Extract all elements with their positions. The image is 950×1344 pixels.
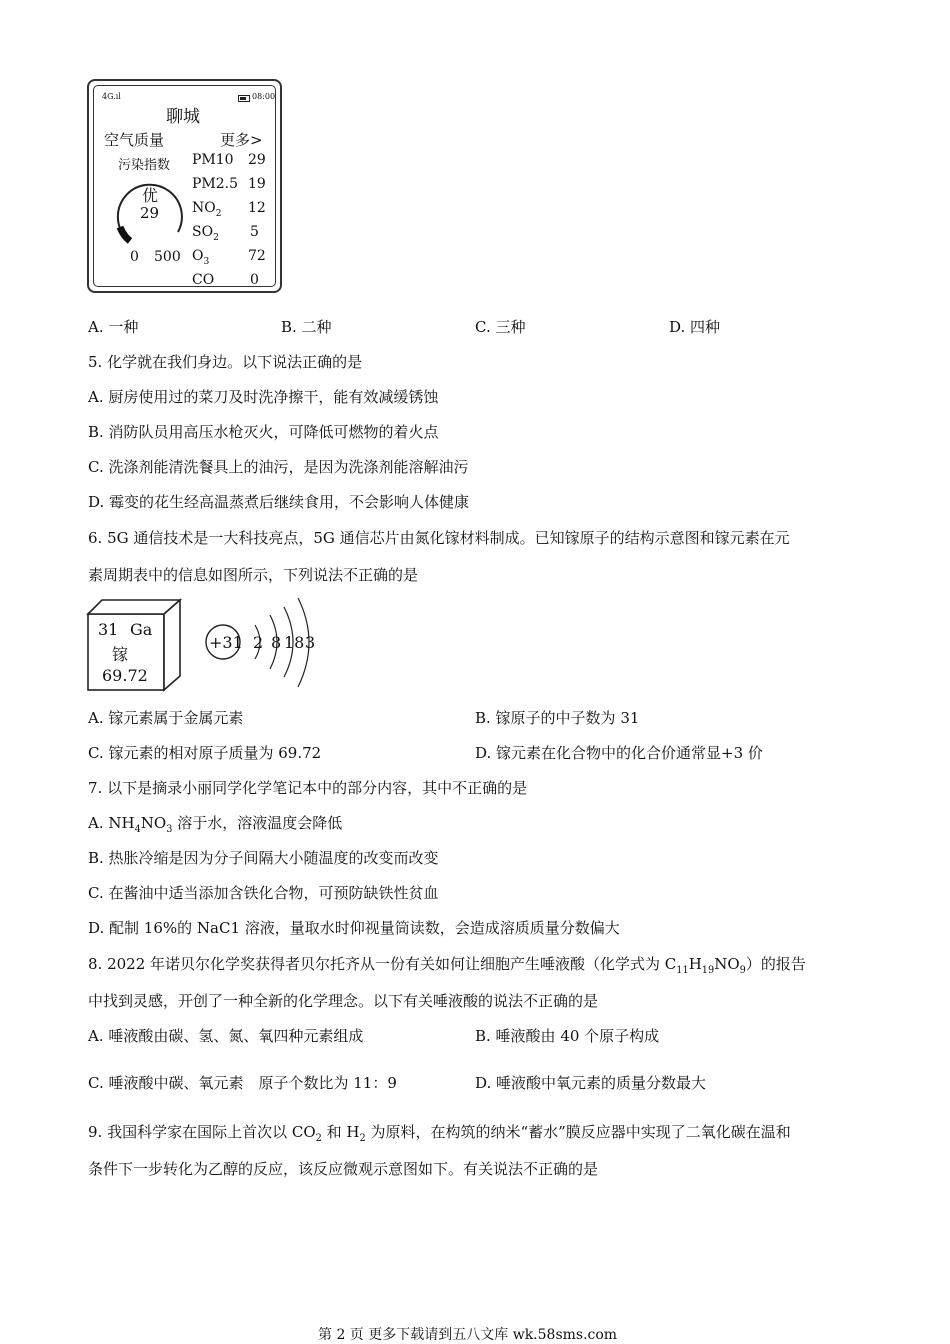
q5-option-d: D. 霉变的花生经高温蒸煮后继续食用，不会影响人体健康 bbox=[88, 493, 470, 511]
page-footer: 第 2 页 更多下载请到五八文库 wk.58sms.com bbox=[318, 1327, 618, 1343]
more-link: 更多> bbox=[220, 131, 263, 149]
q9-stem-line1: 9. 我国科学家在国际上首次以 $CO_2$ 和 $H_2$ 为原料，在构筑的纳米“蓄水”膜反应器中实现了二氧化碳在温和 bbox=[88, 1123, 791, 1144]
shell-electrons: 8 bbox=[271, 633, 282, 652]
q6-option-c: C. 镓元素的相对原子质量为 69.72 bbox=[88, 744, 322, 762]
q5-stem: 5. 化学就在我们身边。以下说法正确的是 bbox=[88, 353, 363, 371]
q8-stem-line2: 中找到灵感，开创了一种全新的化学理念。以下有关唾液酸的说法不正确的是 bbox=[88, 992, 599, 1010]
q8-option-b: B. 唾液酸由 40 个原子构成 bbox=[475, 1027, 660, 1045]
quality-grade: 优 bbox=[142, 186, 159, 205]
pollutant-name: $SO_2$ bbox=[192, 224, 219, 243]
q7-option-d: D. 配制 16%的 NaC1 溶液，量取水时仰视量筒读数，会造成溶质质量分数偏大 bbox=[88, 919, 620, 937]
q5-option-c: C. 洗涤剂能清洗餐具上的油污，是因为洗涤剂能溶解油污 bbox=[88, 458, 469, 476]
phone-screen bbox=[93, 85, 276, 287]
air-quality-phone-figure bbox=[87, 79, 282, 293]
q4-option-a: A. 一种 bbox=[88, 318, 139, 336]
gauge-min: 0 bbox=[130, 249, 139, 265]
pollutant-value: 12 bbox=[248, 200, 266, 216]
city-name: 聊城 bbox=[166, 107, 200, 127]
shell-electrons: 3 bbox=[305, 633, 316, 652]
q7-option-c: C. 在酱油中适当添加含铁化合物，可预防缺铁性贫血 bbox=[88, 884, 439, 902]
q8-option-d: D. 唾液酸中氧元素的质量分数最大 bbox=[475, 1074, 707, 1092]
air-quality-label: 空气质量 bbox=[104, 131, 165, 149]
q8-option-c: C. 唾液酸中碳、氧元素 原子个数比为 11：9 bbox=[88, 1074, 397, 1092]
pollutant-value: 72 bbox=[248, 248, 266, 264]
pollutant-name: $NO_2$ bbox=[192, 200, 222, 219]
q5-option-a: A. 厨房使用过的菜刀及时洗净擦干，能有效减缓锈蚀 bbox=[88, 388, 439, 406]
clock-time: 08:00 bbox=[252, 92, 276, 101]
q6-option-b: B. 镓原子的中子数为 31 bbox=[475, 709, 640, 727]
battery-icon bbox=[238, 95, 250, 102]
gauge-max: 500 bbox=[154, 249, 181, 265]
q6-option-a: A. 镓元素属于金属元素 bbox=[88, 709, 244, 727]
pollutant-value: 19 bbox=[248, 176, 266, 192]
q7-option-a: A. $NH_4NO_3$ 溶于水，溶液温度会降低 bbox=[88, 814, 343, 835]
signal-indicator: 4G.ıl bbox=[102, 92, 121, 101]
pollutant-name: PM10 bbox=[192, 152, 234, 168]
q6-stem-line1: 6. 5G 通信技术是一大科技亮点，5G 通信芯片由氮化镓材料制成。已知镓原子的结构示意图和镓元素在元 bbox=[88, 529, 790, 547]
q7-stem: 7. 以下是摘录小丽同学化学笔记本中的部分内容，其中不正确的是 bbox=[88, 779, 528, 797]
pollutant-name: CO bbox=[192, 272, 215, 288]
q4-option-d: D. 四种 bbox=[669, 318, 721, 336]
pollutant-name: PM2.5 bbox=[192, 176, 239, 192]
pollutant-name: $O_3$ bbox=[192, 248, 210, 267]
pollutant-value: 29 bbox=[248, 152, 266, 168]
atomic-number: 31 bbox=[98, 620, 119, 639]
pollution-index-label: 污染指数 bbox=[118, 158, 171, 173]
shell-electrons: 18 bbox=[284, 633, 305, 652]
pollutant-value: 0 bbox=[250, 272, 259, 288]
index-value: 29 bbox=[140, 204, 160, 222]
element-name: 镓 bbox=[112, 645, 129, 664]
q8-stem-line1: 8. 2022 年诺贝尔化学奖获得者贝尔托齐从一份有关如何让细胞产生唾液酸（化学式为 $C_{11}H_{19}NO_9$）的报告 bbox=[88, 955, 806, 976]
element-symbol: Ga bbox=[130, 620, 153, 639]
q6-option-d: D. 镓元素在化合物中的化合价通常显+3 价 bbox=[475, 744, 763, 762]
pollutant-value: 5 bbox=[250, 224, 259, 240]
nucleus-charge: +31 bbox=[209, 633, 243, 652]
atomic-mass: 69.72 bbox=[102, 666, 148, 685]
q9-stem-line2: 条件下一步转化为乙醇的反应，该反应微观示意图如下。有关说法不正确的是 bbox=[88, 1160, 599, 1178]
q5-option-b: B. 消防队员用高压水枪灭火，可降低可燃物的着火点 bbox=[88, 423, 439, 441]
q4-option-b: B. 二种 bbox=[281, 318, 332, 336]
q8-option-a: A. 唾液酸由碳、氢、氮、氧四种元素组成 bbox=[88, 1027, 364, 1045]
q4-option-c: C. 三种 bbox=[475, 318, 526, 336]
q7-option-b: B. 热胀冷缩是因为分子间隔大小随温度的改变而改变 bbox=[88, 849, 439, 867]
q6-stem-line2: 素周期表中的信息如图所示，下列说法不正确的是 bbox=[88, 566, 419, 584]
shell-electrons: 2 bbox=[253, 633, 264, 652]
